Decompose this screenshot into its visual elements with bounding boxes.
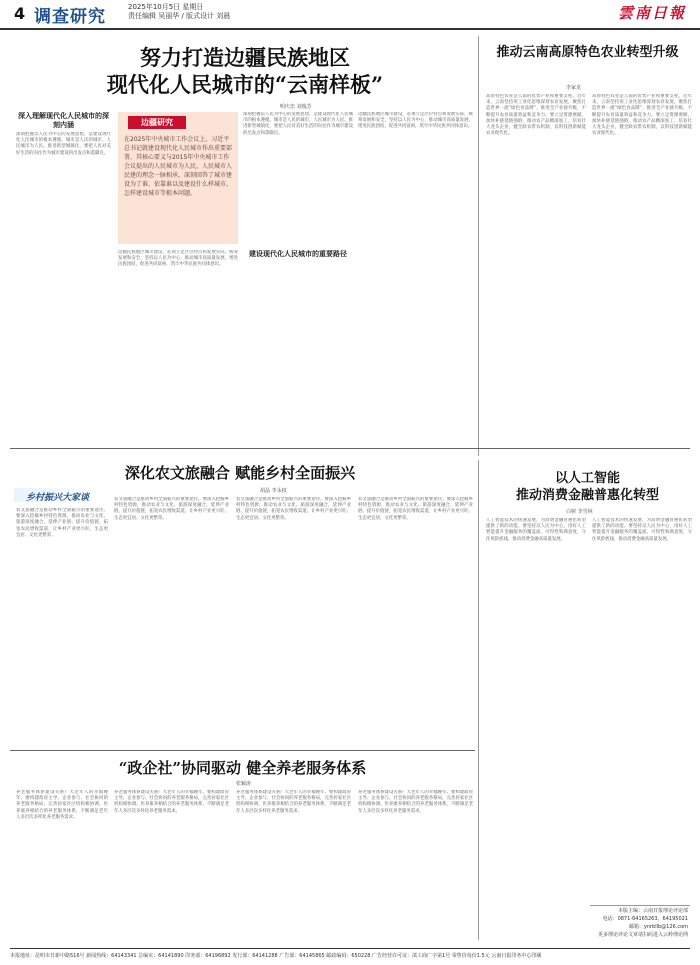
article5-text-3: 养老服务体系建设关系广大老年人的幸福晚年。要构建政府主导、企业参与、社会协同的养老服务格局，完善居家社区机构相协调、医养康养相结合的养老服务体系，不断满足老年人多层次多样化养老服务需求。 [236,790,351,814]
column-badge: 边疆研究 [128,116,186,129]
article4-column-1 [486,518,586,898]
article5-column-1 [16,790,108,935]
footer-rule [10,948,690,949]
article1-col4-text: 边疆民族地区城市建设，必须立足区位特点和发展实际，统筹发展和安全，坚持以人民为中心，推动城市高质量发展，增进民族团结，促进共同富裕，筑牢中华民族共同体意识。 [358,112,473,130]
article5-text-2: 养老服务体系建设关系广大老年人的幸福晚年。要构建政府主导、企业参与、社会协同的养老服务格局，完善居家社区机构相协调、医养康养相结合的养老服务体系，不断满足老年人多层次多样化养老服务需求。 [114,790,229,814]
page-number: 4 [14,4,26,23]
article1-text-a: 深刻把握以人民为中心的发展思想，是建设现代化人民城市的根本遵循。城市是人民的城市，人民城市为人民。推进新型城镇化，要把人民对美好生活的向往作为城市建设的出发点和落脚点。 [16,132,111,156]
contact-note: 更多理论评论文章请扫码进入云岭理论网 [597,932,688,938]
article1-col3-text: 深刻把握以人民为中心的发展思想，是建设现代化人民城市的根本遵循。城市是人民的城市，人民城市为人民。推进新型城镇化，要把人民对美好生活的向往作为城市建设的出发点和落脚点。 [243,112,353,136]
article4-title-line2: 推动消费金融普惠化转型 [515,488,659,503]
article3-text-4: 农文旅融合是推动乡村全面振兴的重要途径。要深入挖掘乡村特色资源，推动农业与文化、旅游深度融合，延伸产业链、提升价值链，拓宽农民增收渠道，让乡村产业更兴旺、生态更宜居、文化更繁荣。 [358,497,473,521]
editor-credits: 责任编辑 吴丽华 / 版式设计 刘晨 [128,12,231,20]
contact-email: 邮箱：ynrbllb@126.com [628,924,688,930]
article3-text-2: 农文旅融合是推动乡村全面振兴的重要途径。要深入挖掘乡村特色资源，推动农业与文化、旅游深度融合，延伸产业链、提升价值链，拓宽农民增收渠道，让乡村产业更兴旺、生态更宜居、文化更繁荣。 [114,497,229,521]
contact-info [576,907,688,939]
article3-title: 深化农文旅融合 赋能乡村全面振兴 [124,464,356,482]
article3-text: 农文旅融合是推动乡村全面振兴的重要途径。要深入挖掘乡村特色资源，推动农业与文化、旅游深度融合，延伸产业链、提升价值链，拓宽农民增收渠道，让乡村产业更兴旺、生态更宜居、文化更繁荣。 [16,508,108,538]
section-divider [10,448,690,449]
article3-column-4 [358,497,473,747]
article3-text-3: 农文旅融合是推动乡村全面振兴的重要途径。要深入挖掘乡村特色资源，推动农业与文化、旅游深度融合，延伸产业链、提升价值链，拓宽农民增收渠道，让乡村产业更兴旺、生态更宜居、文化更繁荣。 [236,497,351,521]
article3-column-1 [16,508,108,748]
article3-byline: 胡晶 李永权 [260,488,287,494]
article1-title-line1: 努力打造边疆民族地区 [140,45,350,70]
article1-column-1 [16,132,111,437]
article4-column-2 [592,518,692,848]
article2-title: 推动云南高原特色农业转型升级 [496,45,679,60]
article5-byline: 张颖涛 [236,781,252,787]
article1-title-line2: 现代化人民城市的“云南样板” [106,72,384,97]
article2-text-2: 高原特色农业是云南的优势产业和重要支柱。近年来，云南坚持用工业化思维谋划农业发展，聚焦打造世界一流“绿色食品牌”，推进全产业链升级，不断提升农业质量效益和竞争力。要立足资源禀赋，加快补链延链强链，推动农产品精深加工，培育壮大龙头企业，健全联农带农机制，以科技创新赋能农业现代化。 [592,94,692,137]
article4-title [485,470,690,504]
article4-text-2: 人工智能技术的快速发展，为消费金融普惠化转型提供了新的动能。要坚持以人民为中心，用好人工智能提升金融服务的覆盖面、可得性和满意度，守住风险底线，推动消费金融高质量发展。 [592,518,692,542]
article4-title-line1: 以人工智能 [554,471,620,486]
article5-text-4: 养老服务体系建设关系广大老年人的幸福晚年。要构建政府主导、企业参与、社会协同的养老服务格局，完善居家社区机构相协调、医养康养相结合的养老服务体系，不断满足老年人多层次多样化养老服务需求。 [358,790,473,814]
section-divider-2 [10,750,475,751]
article3-column-2 [114,497,229,747]
date-line [128,3,230,21]
article1-headline [10,44,480,98]
article1-column-4 [358,112,473,437]
footer-text: 本报地址：昆明市日新中路516号 新闻热线：64143341 总编室：64141890 印务部：64196892 发行部：64141288 广告部：64145865 邮政编码：650228 广告经营许可证：滇工商广字第1号 零售价每份1.5元 云南日报印务中心印刷 [10,953,542,959]
article1-column-2 [118,250,238,300]
article1-subhead-2: 建设现代化人民城市的重要路径 [249,250,347,258]
issue-date: 2025年10月5日 星期日 [128,3,204,11]
article1-intro-text: 在2025年中央城市工作会议上，习近平总书记就建设现代化人民城市作出重要部署，其核心要义与2015年中央城市工作会议提出的人民城市为人民，人民城市人民建的理念一脉相承，深刻回答了城市建设为了谁、依靠谁以及建设什么样城市、怎样建设城市等根本问题。 [124,136,233,197]
column-divider-lower [478,460,479,940]
article5-column-3 [236,790,351,935]
article5-column-2 [114,790,229,935]
section-title: 调查研究 [34,7,106,27]
article3-column-3 [236,497,351,747]
article2-column-2 [592,94,692,444]
newspaper-logo: 雲南日報 [617,4,686,22]
article5-column-4 [358,790,473,935]
article2-column-1 [486,94,586,444]
article2-text: 高原特色农业是云南的优势产业和重要支柱。近年来，云南坚持用工业化思维谋划农业发展，聚焦打造世界一流“绿色食品牌”，推进全产业链升级，不断提升农业质量效益和竞争力。要立足资源禀赋，加快补链延链强链，推动农产品精深加工，培育壮大龙头企业，健全联农带农机制，以科技创新赋能农业现代化。 [486,94,586,137]
article2-byline: 李家龙 [566,85,582,91]
article5-text: 养老服务体系建设关系广大老年人的幸福晚年。要构建政府主导、企业参与、社会协同的养老服务格局，完善居家社区机构相协调、医养康养相结合的养老服务体系，不断满足老年人多层次多样化养老服务需求。 [16,790,108,820]
contact-phone: 电话：0871-64165263、64195021 [602,916,688,922]
article5-title: “政企社”协同驱动 健全养老服务体系 [118,759,367,777]
column-divider [478,36,479,456]
contact-editor: 本版主编：云南日报理论评论部 [617,908,688,914]
article1-text-b: 边疆民族地区城市建设，必须立足区位特点和发展实际，统筹发展和安全，坚持以人民为中心，推动城市高质量发展，增进民族团结，促进共同富裕，筑牢中华民族共同体意识。 [118,250,238,268]
article1-column-3 [243,112,353,297]
rural-banner-text: 乡村振兴大家谈 [26,493,90,503]
article1-subhead-1: 深入理解现代化人民城市的深刻内涵 [18,112,109,129]
article4-byline: 白树 李雪林 [566,509,593,515]
article4-text: 人工智能技术的快速发展，为消费金融普惠化转型提供了新的动能。要坚持以人民为中心，用好人工智能提升金融服务的覆盖面、可得性和满意度，守住风险底线，推动消费金融高质量发展。 [486,518,586,542]
article1-byline: 明庆忠 刘俊芳 [280,104,312,110]
